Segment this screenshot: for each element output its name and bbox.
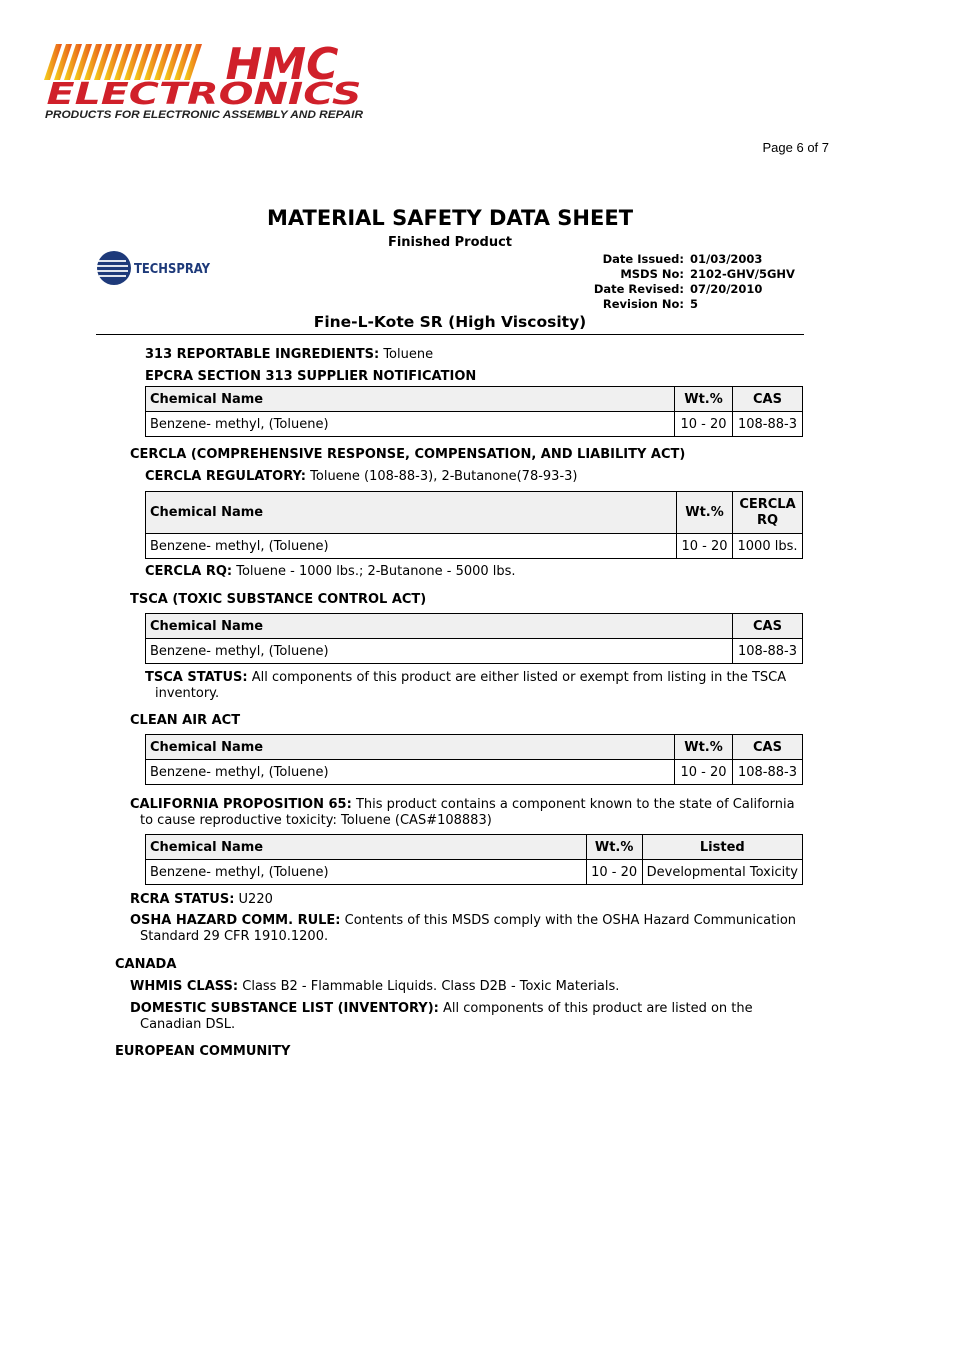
cercla-table <box>145 491 803 559</box>
dsl-label: DOMESTIC SUBSTANCE LIST (INVENTORY): <box>130 1001 439 1016</box>
column-header-cercla-rq <box>733 492 803 534</box>
dsl-line1: All components of this product are listed on the <box>443 1001 753 1016</box>
table-cell: 108-88-3 <box>733 760 803 785</box>
tsca-status-line2: inventory. <box>155 686 220 701</box>
column-header: Wt.% <box>675 387 733 412</box>
column-header-line: RQ <box>756 512 779 528</box>
prop65-text <box>130 797 810 829</box>
logo-electronics-text: ELECTRONICS <box>46 77 362 112</box>
date-revised-label: Date Revised: <box>593 282 684 296</box>
osha-rule-line1: Contents of this MSDS comply with the OSHA Hazard Communication <box>344 913 797 928</box>
osha-rule <box>130 913 810 945</box>
table-row <box>146 639 803 664</box>
cercla-regulatory-value: Toluene (108-88-3), 2-Butanone(78-93-3) <box>310 469 578 484</box>
tsca-status-label: TSCA STATUS: <box>145 670 248 685</box>
cercla-rq <box>145 564 516 580</box>
reportable-ingredients <box>145 347 433 363</box>
column-header: Listed <box>642 835 802 860</box>
table-cell: Benzene- methyl, (Toluene) <box>146 760 675 785</box>
hmc-electronics-logo <box>42 42 367 122</box>
table-row <box>146 412 803 437</box>
cercla-regulatory-label: CERCLA REGULATORY: <box>145 469 306 484</box>
osha-rule-label: OSHA HAZARD COMM. RULE: <box>130 913 341 928</box>
table-cell: 10 - 20 <box>675 760 733 785</box>
table-cell: 108-88-3 <box>733 639 803 664</box>
cercla-rq-value: Toluene - 1000 lbs.; 2-Butanone - 5000 lbs. <box>236 564 516 579</box>
table-cell: 10 - 20 <box>677 534 733 559</box>
reportable-ingredients-value: Toluene <box>383 347 434 362</box>
tsca-status-line1: All components of this product are either listed or exempt from listing in the TSCA <box>251 670 787 685</box>
document-meta <box>560 252 795 312</box>
clean-air-heading: CLEAN AIR ACT <box>130 713 241 728</box>
document-title: MATERIAL SAFETY DATA SHEET <box>266 206 634 230</box>
reportable-ingredients-label: 313 REPORTABLE INGREDIENTS: <box>145 347 380 362</box>
column-header: Chemical Name <box>146 614 733 639</box>
document-subtitle: Finished Product <box>387 235 513 250</box>
table-cell: Developmental Toxicity <box>642 860 802 885</box>
table-header-row <box>146 835 803 860</box>
column-header: Chemical Name <box>146 835 587 860</box>
whmis-class-label: WHMIS CLASS: <box>130 979 239 994</box>
column-header: Wt.% <box>675 735 733 760</box>
table-row <box>146 760 803 785</box>
header-divider <box>96 334 804 335</box>
table-header-row <box>146 387 803 412</box>
prop65-label: CALIFORNIA PROPOSITION 65: <box>130 797 352 812</box>
rcra-status-value: U220 <box>238 892 273 907</box>
table-cell: 108-88-3 <box>733 412 803 437</box>
table-header-row <box>146 614 803 639</box>
logo-tagline: PRODUCTS FOR ELECTRONIC ASSEMBLY AND REPAIR <box>45 109 364 121</box>
table-cell: 10 - 20 <box>586 860 642 885</box>
tsca-table <box>145 613 803 664</box>
clean-air-table <box>145 734 803 785</box>
table-row <box>146 860 803 885</box>
column-header: CAS <box>733 735 803 760</box>
page-number: Page 6 of 7 <box>762 140 829 155</box>
canada-heading: CANADA <box>115 957 177 972</box>
european-community-heading: EUROPEAN COMMUNITY <box>115 1044 291 1059</box>
column-header: Wt.% <box>586 835 642 860</box>
whmis-class-value: Class B2 - Flammable Liquids. Class D2B - Toxic Materials. <box>242 979 620 994</box>
column-header: CAS <box>733 614 803 639</box>
cercla-heading: CERCLA (COMPREHENSIVE RESPONSE, COMPENSATION, AND LIABILITY ACT) <box>130 447 686 462</box>
tsca-heading: TSCA (TOXIC SUBSTANCE CONTROL ACT) <box>130 592 427 607</box>
logo-hmc-text: HMC <box>225 42 339 90</box>
prop65-table <box>145 834 803 885</box>
column-header: Chemical Name <box>146 387 675 412</box>
product-name: Fine-L-Kote SR (High Viscosity) <box>313 313 587 331</box>
epcra-heading: EPCRA SECTION 313 SUPPLIER NOTIFICATION <box>145 369 477 384</box>
revision-no-label: Revision No: <box>602 297 684 311</box>
table-cell: Benzene- methyl, (Toluene) <box>146 412 675 437</box>
table-row <box>146 534 803 559</box>
column-header: CAS <box>733 387 803 412</box>
table-header-row <box>146 492 803 534</box>
osha-rule-line2: Standard 29 CFR 1910.1200. <box>140 929 329 944</box>
tsca-status <box>145 670 805 702</box>
table-cell: Benzene- methyl, (Toluene) <box>146 860 587 885</box>
column-header-line: CERCLA <box>739 496 796 512</box>
table-cell: 1000 lbs. <box>733 534 803 559</box>
date-revised-value: 07/20/2010 <box>690 282 763 296</box>
prop65-line2: to cause reproductive toxicity: Toluene (CAS#108883) <box>140 813 492 828</box>
rcra-status-label: RCRA STATUS: <box>130 892 235 907</box>
cercla-regulatory <box>145 469 578 485</box>
dsl-line2: Canadian DSL. <box>140 1017 236 1032</box>
rcra-status <box>130 892 273 908</box>
msds-no-value: 2102-GHV/5GHV <box>690 267 795 281</box>
column-header: Wt.% <box>677 492 733 534</box>
table-cell: Benzene- methyl, (Toluene) <box>146 639 733 664</box>
table-cell: 10 - 20 <box>675 412 733 437</box>
epcra-table <box>145 386 803 437</box>
cercla-rq-label: CERCLA RQ: <box>145 564 233 579</box>
domestic-substance-list <box>130 1001 810 1033</box>
table-cell: Benzene- methyl, (Toluene) <box>146 534 677 559</box>
techspray-logo <box>96 249 216 287</box>
revision-no-value: 5 <box>690 297 699 311</box>
date-issued-value: 01/03/2003 <box>690 252 763 266</box>
whmis-class <box>130 979 619 995</box>
techspray-text: TECHSPRAY <box>134 262 211 277</box>
prop65-line1: This product contains a component known to the state of California <box>355 797 795 812</box>
date-issued-label: Date Issued: <box>602 252 684 266</box>
column-header: Chemical Name <box>146 492 677 534</box>
table-header-row <box>146 735 803 760</box>
msds-no-label: MSDS No: <box>620 267 684 281</box>
column-header: Chemical Name <box>146 735 675 760</box>
